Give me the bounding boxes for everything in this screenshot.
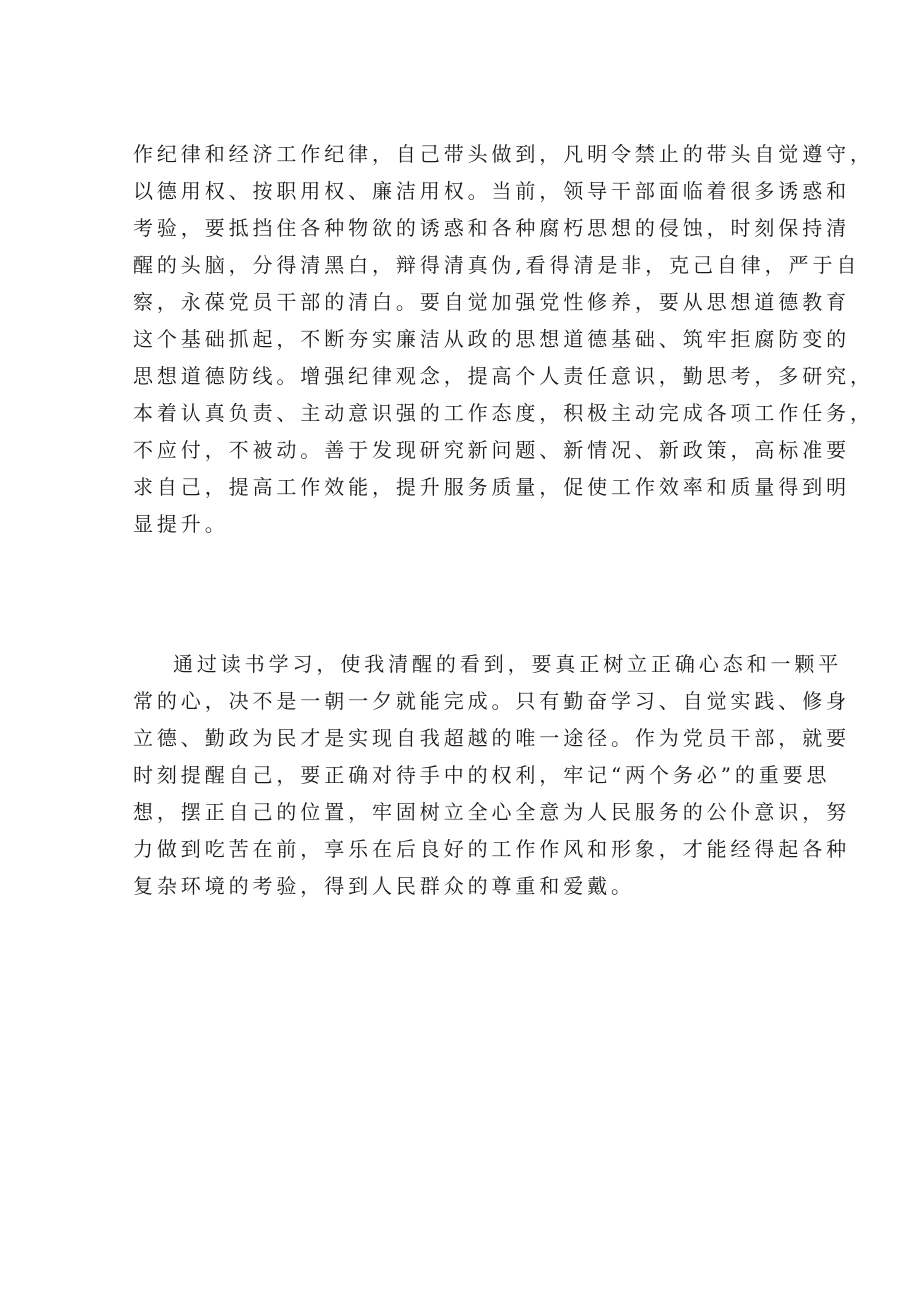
paragraph-line: 以德用权、按职用权、廉洁用权。当前，领导干部面临着很多诱惑和: [133, 179, 850, 203]
paragraph-line: 考验，要抵挡住各种物欲的诱惑和各种腐朽思想的侵蚀，时刻保持清: [133, 216, 850, 240]
paragraph-line: 醒的头脑，分得清黑白，辩得清真伪,看得清是非，克己自律，严于自: [133, 253, 861, 277]
paragraph-line: 力做到吃苦在前，享乐在后良好的工作作风和形象，才能经得起各种: [133, 837, 850, 861]
paragraph-line: 本着认真负责、主动意识强的工作态度，积极主动完成各项工作任务，: [133, 401, 874, 425]
paragraph-line: 作纪律和经济工作纪律，自己带头做到，凡明令禁止的带头自觉遵守，: [133, 142, 874, 166]
paragraph-line: 这个基础抓起，不断夯实廉洁从政的思想道德基础、筑牢拒腐防变的: [133, 327, 850, 351]
paragraph-line: 显提升。: [133, 512, 229, 536]
paragraph-1: [133, 136, 874, 543]
paragraph-line: 求自己，提高工作效能，提升服务质量，促使工作效率和质量得到明: [133, 475, 850, 499]
paragraph-line: 通过读书学习，使我清醒的看到，要真正树立正确心态和一颗平: [173, 652, 843, 676]
paragraph-line: 常的心，决不是一朝一夕就能完成。只有勤奋学习、自觉实践、修身: [133, 689, 850, 713]
paragraph-line: 立德、勤政为民才是实现自我超越的唯一途径。作为党员干部，就要: [133, 726, 850, 750]
paragraph-line: 时刻提醒自己，要正确对待手中的权利，牢记“两个务必”的重要思: [133, 763, 831, 787]
paragraph-line: 思想道德防线。增强纪律观念，提高个人责任意识，勤思考，多研究，: [133, 364, 874, 388]
paragraph-line: 复杂环境的考验，得到人民群众的尊重和爱戴。: [133, 874, 635, 898]
paragraph-line: 察，永葆党员干部的清白。要自觉加强党性修养，要从思想道德教育: [133, 290, 850, 314]
paragraph-2: [133, 646, 850, 905]
paragraph-line: 想，摆正自己的位置，牢固树立全心全意为人民服务的公仆意识，努: [133, 800, 850, 824]
paragraph-line: 不应付，不被动。善于发现研究新问题、新情况、新政策，高标准要: [133, 438, 850, 462]
